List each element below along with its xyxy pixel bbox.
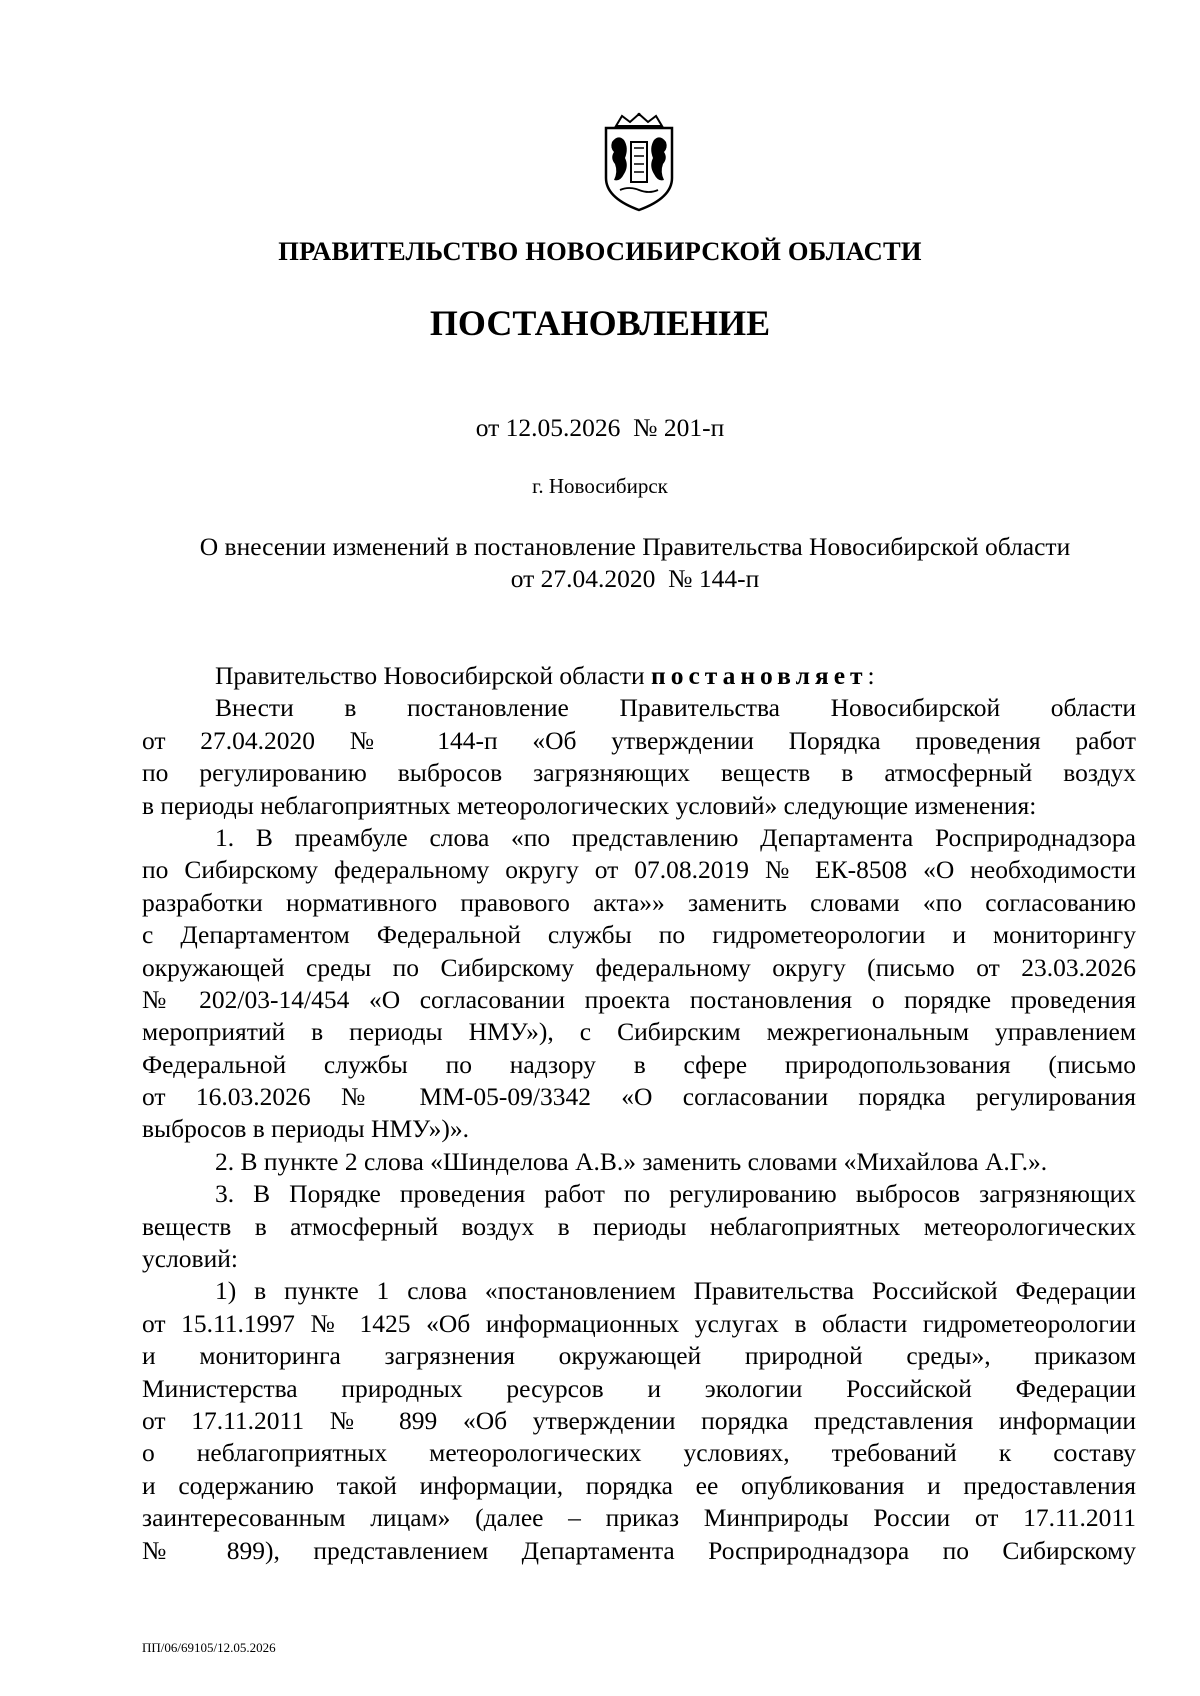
body-line: и мониторинга загрязнения окружающей природной среды», приказом xyxy=(142,1341,1136,1371)
body-line: 1. В преамбуле слова «по представлению Департамента Росприроднадзора xyxy=(215,822,1136,852)
body-line: веществ в атмосферный воздух в периоды неблагоприятных метеорологических xyxy=(142,1211,1136,1241)
body-line: от 27.04.2020 № 144-п «Об утверждении Порядка проведения работ xyxy=(142,725,1136,755)
body-line: в периоды неблагоприятных метеорологических условий» следующие изменения: xyxy=(142,790,1037,820)
decree-keyword: постановляет xyxy=(651,661,868,690)
body-line: Федеральной службы по надзору в сфере природопользования (письмо xyxy=(142,1049,1136,1079)
coat-of-arms-icon xyxy=(598,112,680,214)
body-line: № 899), представлением Департамента Росприроднадзора по Сибирскому xyxy=(142,1535,1136,1565)
body-line: условий: xyxy=(142,1244,238,1274)
body-line: о неблагоприятных метеорологических условиях, требований к составу xyxy=(142,1438,1136,1468)
body-line: Внести в постановление Правительства Новосибирской области xyxy=(215,693,1136,723)
body-line: по регулированию выбросов загрязняющих веществ в атмосферный воздух xyxy=(142,758,1136,788)
body-line: выбросов в периоды НМУ»)». xyxy=(142,1114,469,1144)
decree-line xyxy=(142,660,1136,692)
body-line: от 17.11.2011 № 899 «Об утверждении порядка представления информации xyxy=(142,1405,1136,1435)
decree-prefix: Правительство Новосибирской области xyxy=(215,661,651,690)
organization-title: ПРАВИТЕЛЬСТВО НОВОСИБИРСКОЙ ОБЛАСТИ xyxy=(278,236,922,266)
subject-line: О внесении изменений в постановление Правительства Новосибирской области xyxy=(199,532,1071,561)
body-line: окружающей среды по Сибирскому федеральному округу (письмо от 23.03.2026 xyxy=(142,952,1136,982)
document-date-number: от 12.05.2026 № 201-п xyxy=(475,413,725,442)
subject-line: от 27.04.2020 № 144-п xyxy=(510,564,760,593)
body-line: мероприятий в периоды НМУ»), с Сибирским межрегиональным управлением xyxy=(142,1017,1136,1047)
body-line: заинтересованным лицам» (далее – приказ Минприроды России от 17.11.2011 xyxy=(142,1503,1136,1533)
body-line: и содержанию такой информации, порядка ее опубликования и предоставления xyxy=(142,1470,1136,1500)
body-line: 3. В Порядке проведения работ по регулированию выбросов загрязняющих xyxy=(215,1179,1136,1209)
body-line: от 15.11.1997 № 1425 «Об информационных услугах в области гидрометеорологии xyxy=(142,1308,1136,1338)
document-type-title: ПОСТАНОВЛЕНИЕ xyxy=(429,303,771,343)
body-line: с Департаментом Федеральной службы по гидрометеорологии и мониторингу xyxy=(142,920,1136,950)
document-body xyxy=(142,660,1136,1567)
document-subject xyxy=(140,531,1130,595)
document-city: г. Новосибирск xyxy=(532,474,668,498)
body-line: Министерства природных ресурсов и экологии Российской Федерации xyxy=(142,1373,1136,1403)
body-line: от 16.03.2026 № ММ-05-09/3342 «О согласовании порядка регулирования xyxy=(142,1082,1136,1112)
body-line: по Сибирскому федеральному округу от 07.08.2019 № ЕК-8508 «О необходимости xyxy=(142,855,1136,885)
body-line: 1) в пункте 1 слова «постановлением Правительства Российской Федерации xyxy=(215,1276,1136,1306)
body-line: разработки нормативного правового акта»» заменить словами «по согласованию xyxy=(142,887,1136,917)
document-footer-code: ПП/06/69105/12.05.2026 xyxy=(142,1640,276,1655)
body-line: № 202/03-14/454 «О согласовании проекта постановления о порядке проведения xyxy=(142,984,1136,1014)
body-line: 2. В пункте 2 слова «Шинделова А.В.» заменить словами «Михайлова А.Г.». xyxy=(215,1146,1048,1176)
decree-suffix: : xyxy=(867,661,875,690)
